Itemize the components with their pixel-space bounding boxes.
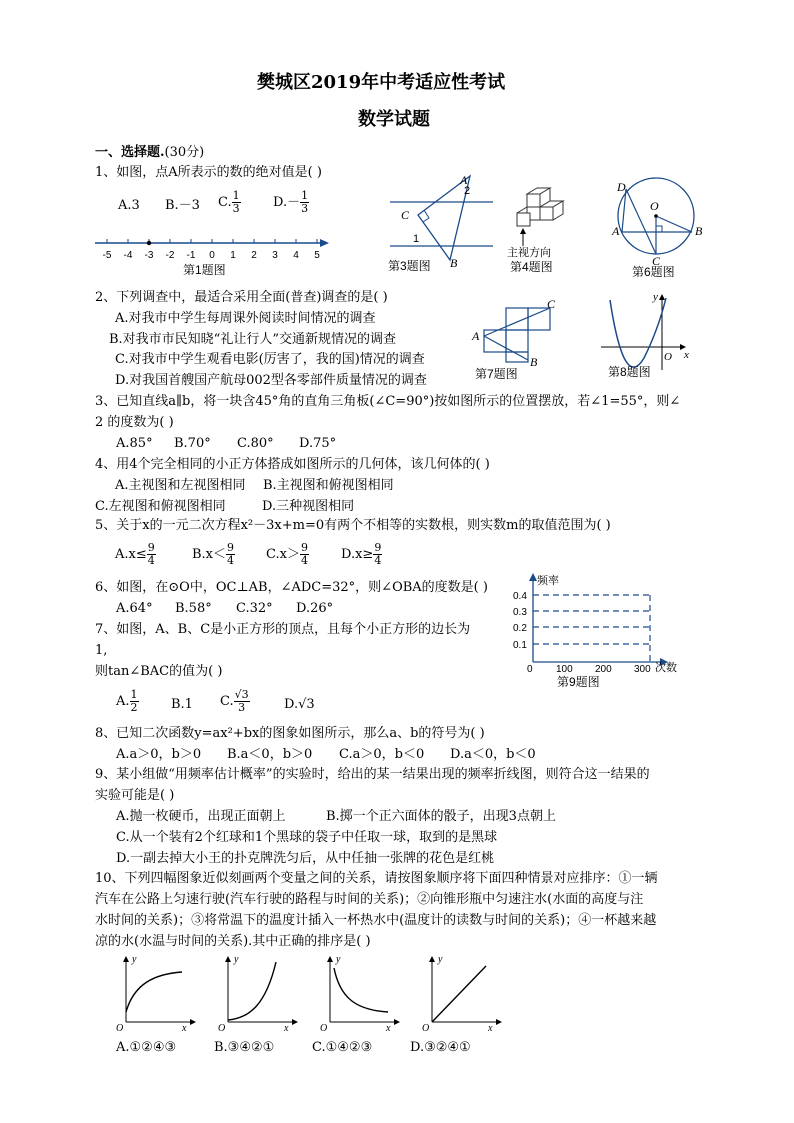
q10-graph2-label-o: O <box>218 1023 226 1032</box>
q8-option-b: B.a＜0，b＞0 <box>227 747 313 762</box>
fig3-label-1: 1 <box>413 233 420 245</box>
point-a-marker <box>147 241 151 245</box>
q5-option-b-fraction <box>226 542 235 567</box>
q4-option-c: C.左视图和俯视图相同 <box>95 499 226 514</box>
q6-option-b: B.58° <box>175 601 212 616</box>
number-line-tick-label: 1 <box>230 250 236 261</box>
q5-option-b-prefix: B.x＜ <box>192 547 227 562</box>
section-score: (30分) <box>164 145 205 160</box>
number-line-tick-label: 2 <box>251 250 257 261</box>
q8-option-a: A.a＞0，b＞0 <box>116 747 202 762</box>
q4-option-a: A.主视图和左视图相同 <box>115 478 246 493</box>
q5-option-a <box>115 542 156 567</box>
q5-option-c-num: 9 <box>300 541 308 554</box>
q4-option-b: B.主视图和俯视图相同 <box>263 478 394 493</box>
fig3 <box>388 168 498 278</box>
q10-graph2-label-y: y <box>234 954 239 965</box>
q1-option-b: B.－3 <box>165 198 200 213</box>
q10-graph1-label-o: O <box>116 1023 124 1032</box>
q3-option-b: B.70° <box>174 436 211 451</box>
q10-stem-line3: 水时间的关系)；③将常温下的温度计插入一杯热水中(温度计的读数与时间的关系)；④一杯越来越 <box>95 913 657 928</box>
q5-stem: 5、关于x的一元二次方程x²－3x+m=0有两个不相等的实数根，则实数m的取值范围为( ) <box>95 518 611 533</box>
page-subtitle: 数学试题 <box>358 109 430 130</box>
fig6-label-a: A <box>612 224 620 238</box>
number-line-arrow <box>320 239 329 247</box>
q6-stem: 6、如图，在⊙O中，OC⊥AB，∠ADC=32°，则∠OBA的度数是( ) <box>95 580 488 595</box>
q10-stem-line2: 汽车在公路上匀速行驶(汽车行驶的路程与时间的关系)；②向锥形瓶中匀速注水(水面的高度与注 <box>95 892 644 907</box>
q5-option-c-fraction <box>300 542 309 567</box>
fig9-gridlines <box>533 595 650 662</box>
fig7-label-a: A <box>472 329 480 343</box>
q7-option-a-prefix: A. <box>116 694 130 709</box>
q10-graph2-y-arrow <box>225 956 231 962</box>
q3-option-d: D.75° <box>299 436 337 451</box>
fig7-square-top-right <box>528 308 550 330</box>
q2-option-a: A.对我市中学生每周课外阅读时间情况的调查 <box>115 311 376 326</box>
q7-option-c-fraction <box>234 689 250 714</box>
fig9-ylabel: 频率 <box>537 575 559 587</box>
fig8-label-y: y <box>653 291 658 303</box>
q1-option-d-den: 3 <box>301 202 309 215</box>
fig6 <box>610 172 710 280</box>
q10-graph4-label-y: y <box>438 954 443 965</box>
q5-option-d-den: 4 <box>374 554 382 567</box>
fig8-y-arrow <box>659 294 665 300</box>
q1-option-c <box>218 190 241 215</box>
q7-option-a <box>116 689 139 714</box>
q10-graph-4 <box>418 952 508 1032</box>
q6-option-c: C.32° <box>236 601 273 616</box>
q9-option-d: D.一副去掉大小王的扑克牌洗匀后，从中任抽一张牌的花色是红桃 <box>116 851 495 866</box>
fig9-ytick-02: 0.2 <box>513 623 527 634</box>
q2-stem: 2、下列调查中，最适合采用全面(普查)调查的是( ) <box>95 290 388 305</box>
fig4 <box>505 184 585 279</box>
q4-stem: 4、用4个完全相同的小正方体搭成如图所示的几何体，该几何体的( ) <box>95 457 490 472</box>
number-line-tick-label: -1 <box>186 250 196 261</box>
q7-option-c <box>220 689 250 714</box>
q9-option-b: B.掷一个正六面体的骰子，出现3点朝上 <box>326 809 556 824</box>
fig3-triangle <box>418 176 470 260</box>
fig7-square-mid <box>506 330 528 352</box>
number-line-tick-label: -3 <box>144 250 154 261</box>
q1-option-c-num: 1 <box>232 189 240 202</box>
q5-option-b <box>192 542 235 567</box>
fig7 <box>470 298 565 384</box>
fig7-segment-ac <box>484 308 550 336</box>
q2-option-b: B.对我市市民知晓“礼让行人”交通新规情况的调查 <box>109 332 396 347</box>
fig7-label-c: C <box>547 298 556 311</box>
q8-option-d: D.a＜0，b＜0 <box>450 747 536 762</box>
q10-graph1-label-y: y <box>132 954 137 965</box>
fig8-label-x: x <box>684 349 689 361</box>
q10-option-a: A.①②④③ <box>116 1040 177 1055</box>
q9-stem-line2: 实验可能是( ) <box>95 788 175 803</box>
fig8 <box>596 290 696 382</box>
q1-option-d-prefix: D.－ <box>273 195 301 210</box>
q2-option-d: D.对我国首艘国产航母002型各零部件质量情况的调查 <box>115 373 427 388</box>
section-heading <box>95 146 204 159</box>
q10-graph3-curve <box>334 968 388 1012</box>
q1-option-d-num: 1 <box>301 189 309 202</box>
q10-graph2-x-arrow <box>292 1019 298 1025</box>
fig4-direction-label: 主视方向 <box>507 247 551 259</box>
fig6-label-d: D <box>617 180 626 194</box>
q6-option-d: D.26° <box>296 601 334 616</box>
q5-option-a-prefix: A.x≤ <box>115 547 147 562</box>
q3-option-c: C.80° <box>237 436 274 451</box>
page-title: 樊城区2019年中考适应性考试 <box>257 72 506 93</box>
q10-graph3-x-arrow <box>394 1019 400 1025</box>
q7-stem-line1: 7、如图，A、B、C是小正方形的顶点，且每个小正方形的边长为 <box>95 622 471 637</box>
fig8-caption: 第8题图 <box>608 365 651 379</box>
fig1-caption: 第1题图 <box>183 263 226 277</box>
q9-option-a: A.抛一枚硬币，出现正面朝上 <box>116 809 286 824</box>
q10-graph4-label-x: x <box>488 1023 493 1032</box>
q7-stem-line3: 则tan∠BAC的值为( ) <box>95 664 223 679</box>
number-line-tick-label: 3 <box>272 250 278 261</box>
fig4-caption: 第4题图 <box>510 260 553 274</box>
q5-option-d-num: 9 <box>374 541 382 554</box>
fig3-label-b: B <box>450 256 458 270</box>
q5-option-d <box>341 542 382 567</box>
q5-option-d-prefix: D.x≥ <box>341 547 374 562</box>
q5-option-a-fraction <box>147 542 156 567</box>
fig8-parabola <box>610 298 666 367</box>
q7-option-a-fraction <box>130 689 139 714</box>
number-line-tick-label: -2 <box>165 250 175 261</box>
number-line-tick-label: 0 <box>209 250 215 261</box>
fig4-cube-left-front <box>517 213 530 226</box>
q9-stem-line1: 9、某小组做“用频率估计概率”的实验时，给出的某一结果出现的频率折线图，则符合这一结果的 <box>95 767 650 782</box>
fig3-label-c: C <box>401 208 410 222</box>
q5-option-c <box>266 542 309 567</box>
q10-graph4-y-arrow <box>429 956 435 962</box>
fig4-cube-top-front <box>527 194 540 207</box>
fig9 <box>505 570 690 690</box>
q4-option-d: D.三种视图相同 <box>262 499 355 514</box>
q10-graph4-x-arrow <box>496 1019 502 1025</box>
q10-stem-line4: 凉的水(水温与时间的关系).其中正确的排序是( ) <box>95 934 371 949</box>
fig9-xtick-0: 0 <box>527 664 533 675</box>
q10-graph1-label-x: x <box>182 1023 187 1032</box>
number-line-figure <box>95 232 335 277</box>
q9-option-c: C.从一个装有2个红球和1个黑球的袋子中任取一球，取到的是黑球 <box>116 830 498 845</box>
q2-option-c: C.对我市中学生观看电影(厉害了，我的国)情况的调查 <box>115 352 425 367</box>
q10-graph-2 <box>214 952 304 1032</box>
q7-option-a-num: 1 <box>130 688 138 701</box>
q6-option-a: A.64° <box>116 601 153 616</box>
fig9-xtick-100: 100 <box>556 664 573 675</box>
fig3-label-a: A <box>460 173 468 187</box>
fig6-center-dot <box>654 214 658 218</box>
q5-option-c-den: 4 <box>300 554 308 567</box>
q1-option-c-prefix: C. <box>218 195 232 210</box>
q10-graph1-curve <box>126 972 182 1012</box>
fig3-caption: 第3题图 <box>388 259 431 273</box>
q10-graph3-y-arrow <box>327 956 333 962</box>
q1-stem: 1、如图，点A所表示的数的绝对值是( ) <box>95 165 322 180</box>
q10-graph4-label-o: O <box>422 1023 430 1032</box>
q7-stem-line2: 1, <box>95 643 108 658</box>
q10-graph1-x-arrow <box>190 1019 196 1025</box>
q7-option-c-num: √3 <box>234 688 249 701</box>
fig9-ytick-04: 0.4 <box>513 591 527 602</box>
q3-stem-line2: 2 的度数为( ) <box>95 415 174 430</box>
fig4-arrowhead <box>520 228 526 234</box>
q10-graph3-label-x: x <box>386 1023 391 1032</box>
q10-graph2-label-x: x <box>284 1023 289 1032</box>
fig6-label-c: C <box>652 254 661 268</box>
section-heading-label: 一、选择题. <box>95 145 165 160</box>
q7-option-d: D.√3 <box>284 697 315 712</box>
q10-graph-3 <box>316 952 406 1032</box>
fig7-caption: 第7题图 <box>475 367 518 381</box>
fig9-ytick-03: 0.3 <box>513 607 527 618</box>
q10-graph2-curve <box>228 962 276 1020</box>
q7-option-b: B.1 <box>171 697 193 712</box>
q1-option-c-den: 3 <box>232 202 240 215</box>
number-line-tick-label: 5 <box>314 250 320 261</box>
fig9-xtick-200: 200 <box>595 664 612 675</box>
fig6-label-b: B <box>695 224 703 238</box>
q7-option-a-den: 2 <box>130 701 138 714</box>
q10-option-d: D.③②④① <box>410 1040 471 1055</box>
fig9-caption: 第9题图 <box>557 675 600 689</box>
q10-stem-line1: 10、下列四幅图象近似刻画两个变量之间的关系，请按图象顺序将下面四种情景对应排序：①一辆 <box>95 871 658 886</box>
q10-graph1-y-arrow <box>123 956 129 962</box>
q5-option-d-fraction <box>373 542 382 567</box>
q1-option-a: A.3 <box>118 198 140 213</box>
fig6-caption: 第6题图 <box>632 265 675 279</box>
fig6-label-o: O <box>650 199 659 213</box>
fig9-xtick-300: 300 <box>634 664 651 675</box>
q5-option-b-num: 9 <box>227 541 235 554</box>
fig6-segment-ob <box>656 216 692 232</box>
q5-option-b-den: 4 <box>227 554 235 567</box>
q8-stem: 8、已知二次函数y=ax²+bx的图象如图所示，那么a、b的符号为( ) <box>95 726 485 741</box>
number-line-tick-label: -4 <box>123 250 133 261</box>
fig7-label-b: B <box>530 355 538 369</box>
q8-option-c: C.a＞0，b＜0 <box>339 747 425 762</box>
q10-graph3-label-y: y <box>336 954 341 965</box>
fig4-cube-right-front <box>540 207 553 220</box>
number-line-tick-label: 4 <box>293 250 299 261</box>
q10-graph4-line <box>432 966 486 1022</box>
q3-option-a: A.85° <box>116 436 153 451</box>
fig6-right-angle-mark <box>656 226 662 232</box>
number-line-tick-label: -5 <box>102 250 112 261</box>
fig9-y-arrow <box>529 573 537 581</box>
fig7-square-left <box>484 330 506 352</box>
q1-option-d <box>273 190 309 215</box>
q10-option-c: C.①④②③ <box>312 1040 373 1055</box>
q5-option-a-num: 9 <box>147 541 155 554</box>
fig9-xlabel: 次数 <box>655 662 677 674</box>
q10-graph3-label-o: O <box>320 1023 328 1032</box>
q1-option-d-fraction <box>300 190 309 215</box>
q5-option-a-den: 4 <box>147 554 155 567</box>
fig3-label-2: 2 <box>464 185 471 197</box>
q10-graph-1 <box>112 952 202 1032</box>
q5-option-c-prefix: C.x＞ <box>266 547 300 562</box>
q10-option-b: B.③④②① <box>214 1040 275 1055</box>
q7-option-c-den: 3 <box>238 701 246 714</box>
q7-option-c-prefix: C. <box>220 694 234 709</box>
q3-stem-line1: 3、已知直线a∥b，将一块含45°角的直角三角板(∠C=90°)按如图所示的位置摆放，若∠1=55°，则∠ <box>95 394 681 409</box>
fig3-right-angle-mark <box>423 210 429 222</box>
fig9-ytick-01: 0.1 <box>513 640 527 651</box>
fig8-label-o: O <box>664 351 672 363</box>
q1-option-c-fraction <box>232 190 241 215</box>
